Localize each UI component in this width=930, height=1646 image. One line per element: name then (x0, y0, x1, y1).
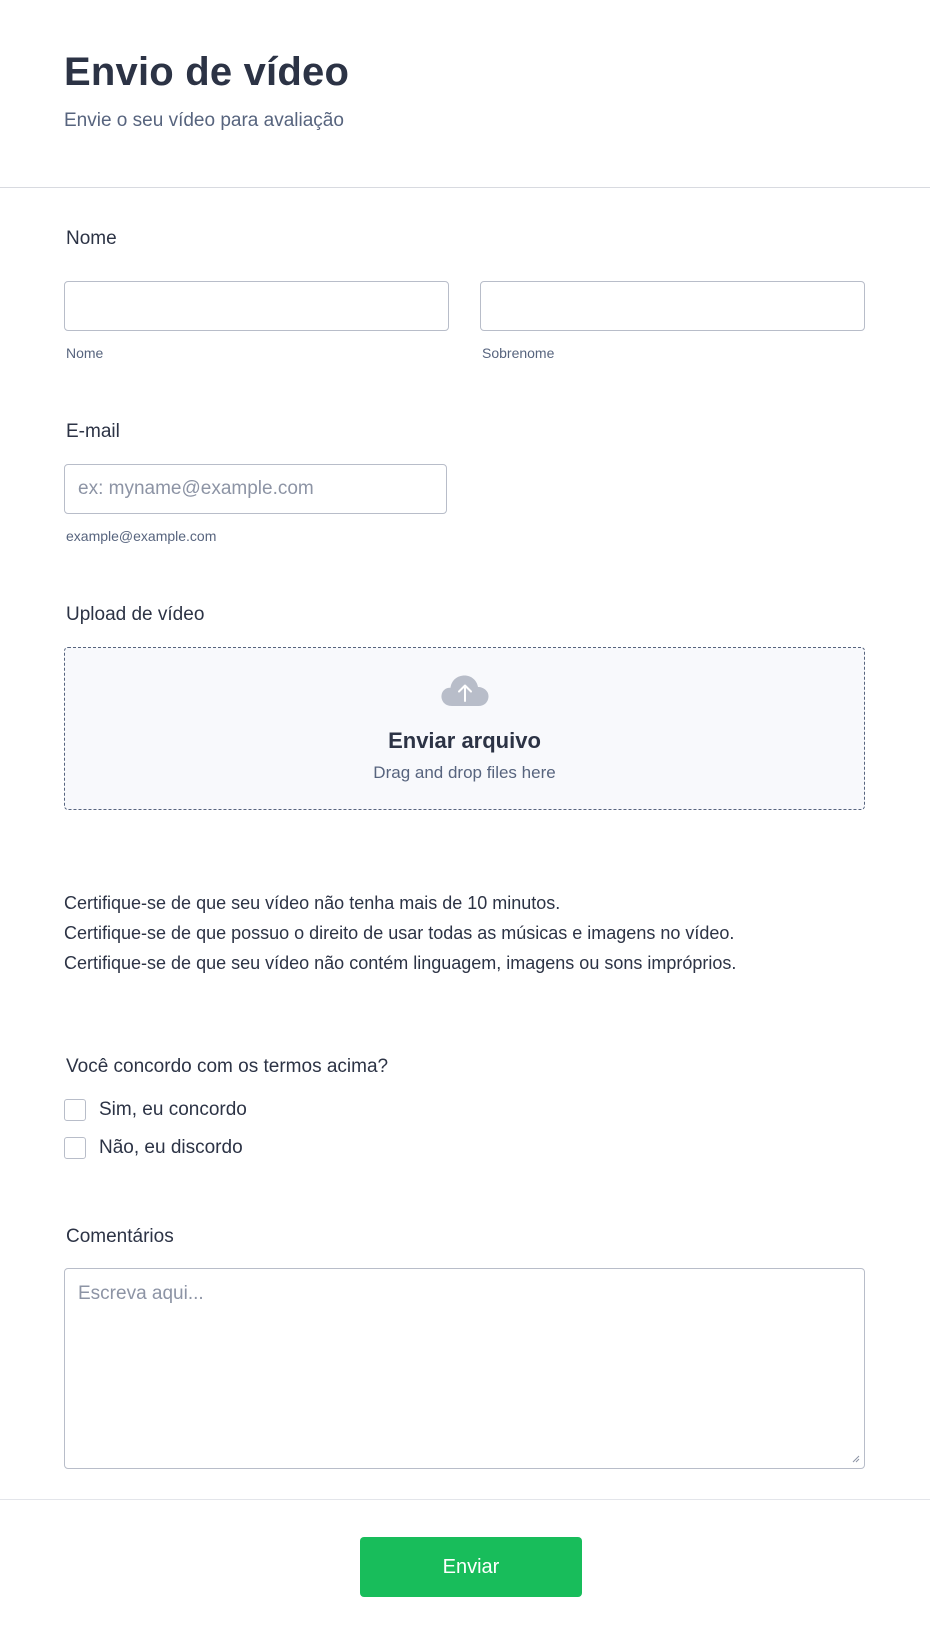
comments-textarea[interactable] (64, 1268, 865, 1469)
form-header (0, 0, 930, 188)
checkbox-agree[interactable] (64, 1099, 86, 1121)
terms-text (64, 888, 736, 978)
email-label: E-mail (66, 421, 120, 442)
agreement-question: Você concordo com os termos acima? (66, 1056, 389, 1077)
name-label: Nome (66, 228, 117, 249)
file-upload-dropzone[interactable] (64, 647, 865, 810)
page-title: Envio de vídeo (64, 50, 350, 94)
upload-hint: Drag and drop files here (373, 763, 556, 782)
upload-title: Enviar arquivo (388, 728, 541, 753)
last-name-input[interactable] (480, 281, 865, 331)
upload-label: Upload de vídeo (66, 604, 205, 625)
email-input[interactable] (64, 464, 447, 514)
last-name-sublabel: Sobrenome (482, 345, 555, 361)
first-name-input[interactable] (64, 281, 449, 331)
cloud-upload-icon (440, 674, 490, 708)
page-subtitle: Envie o seu vídeo para avaliação (64, 110, 344, 131)
first-name-sublabel: Nome (66, 345, 104, 361)
checkbox-disagree[interactable] (64, 1137, 86, 1159)
checkbox-label: Sim, eu concordo (99, 1099, 247, 1120)
checkbox-option-disagree[interactable] (64, 1135, 243, 1161)
terms-line: Certifique-se de que possuo o direito de usar todas as músicas e imagens no vídeo. (64, 923, 735, 943)
comments-label: Comentários (66, 1226, 174, 1247)
submit-button[interactable]: Enviar (360, 1537, 582, 1597)
email-sublabel: example@example.com (66, 528, 217, 544)
terms-line: Certifique-se de que seu vídeo não contém linguagem, imagens ou sons impróprios. (64, 953, 737, 973)
checkbox-option-agree[interactable] (64, 1097, 247, 1123)
resize-handle-icon[interactable] (850, 1453, 860, 1463)
footer-divider (0, 1499, 930, 1500)
checkbox-label: Não, eu discordo (99, 1137, 243, 1158)
terms-line: Certifique-se de que seu vídeo não tenha mais de 10 minutos. (64, 893, 561, 913)
